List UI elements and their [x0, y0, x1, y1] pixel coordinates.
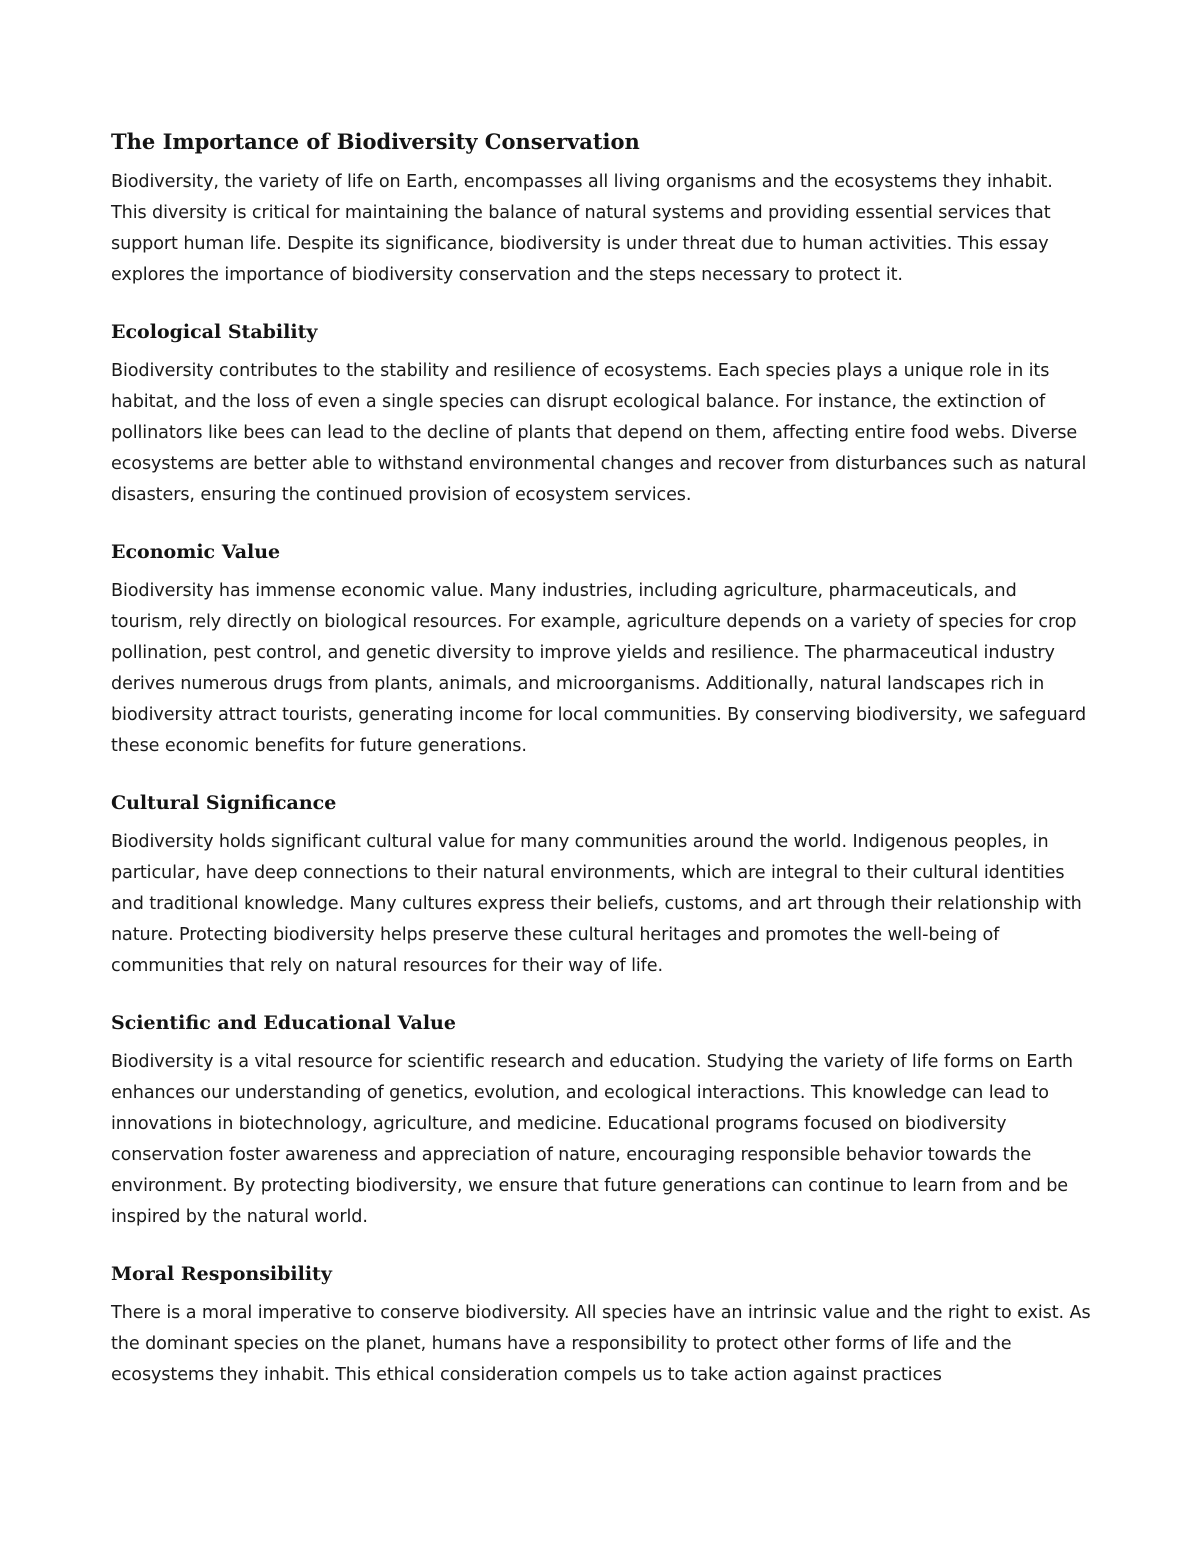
section-heading-cultural-significance: Cultural Significance — [111, 792, 337, 814]
section-heading-economic-value: Economic Value — [111, 541, 281, 563]
section-body-moral-responsibility: There is a moral imperative to conserve biodiversity. All species have an intrinsic value and the right to exist. As the dominant species on the planet, humans have a responsibility to protect other forms of life and the ecosystems they inhabit. This ethical consideration compels us to take action against practices — [111, 1303, 1091, 1385]
section-body-cultural-significance: Biodiversity holds significant cultural value for many communities around the world. Indigenous peoples, in particular, have deep connections to their natural environments, which are integral to their cultural identities and traditional knowledge. Many cultures express their beliefs, customs, and art through their relationship with nature. Protecting biodiversity helps preserve these cultural heritages and promotes the well-being of communities that rely on natural resources for their way of life. — [111, 832, 1082, 976]
document-title: The Importance of Biodiversity Conservation — [111, 129, 640, 154]
section-heading-moral-responsibility: Moral Responsibility — [111, 1263, 332, 1285]
section-body-economic-value: Biodiversity has immense economic value. Many industries, including agriculture, pharmaceuticals, and tourism, rely directly on biological resources. For example, agriculture depends on a variety of species for crop pollination, pest control, and genetic diversity to improve yields and resilience. The pharmaceutical industry derives numerous drugs from plants, animals, and microorganisms. Additionally, natural landscapes rich in biodiversity attract tourists, generating income for local communities. By conserving biodiversity, we safeguard these economic benefits for future generations. — [111, 581, 1087, 756]
section-heading-ecological-stability: Ecological Stability — [111, 321, 318, 343]
section-body-scientific-educational-value: Biodiversity is a vital resource for scientific research and education. Studying the variety of life forms on Earth enhances our understanding of genetics, evolution, and ecological interactions. This knowledge can lead to innovations in biotechnology, agriculture, and medicine. Educational programs focused on biodiversity conservation foster awareness and appreciation of nature, encouraging responsible behavior towards the environment. By protecting biodiversity, we ensure that future generations can continue to learn from and be inspired by the natural world. — [111, 1052, 1073, 1227]
intro-paragraph: Biodiversity, the variety of life on Earth, encompasses all living organisms and the ecosystems they inhabit. This diversity is critical for maintaining the balance of natural systems and providing essential services that support human life. Despite its significance, biodiversity is under threat due to human activities. This essay explores the importance of biodiversity conservation and the steps necessary to protect it. — [111, 172, 1053, 285]
document-content — [111, 126, 1091, 1391]
section-body-ecological-stability: Biodiversity contributes to the stability and resilience of ecosystems. Each species plays a unique role in its habitat, and the loss of even a single species can disrupt ecological balance. For instance, the extinction of pollinators like bees can lead to the decline of plants that depend on them, affecting entire food webs. Diverse ecosystems are better able to withstand environmental changes and recover from disturbances such as natural disasters, ensuring the continued provision of ecosystem services. — [111, 361, 1087, 505]
section-heading-scientific-educational-value: Scientific and Educational Value — [111, 1012, 456, 1034]
